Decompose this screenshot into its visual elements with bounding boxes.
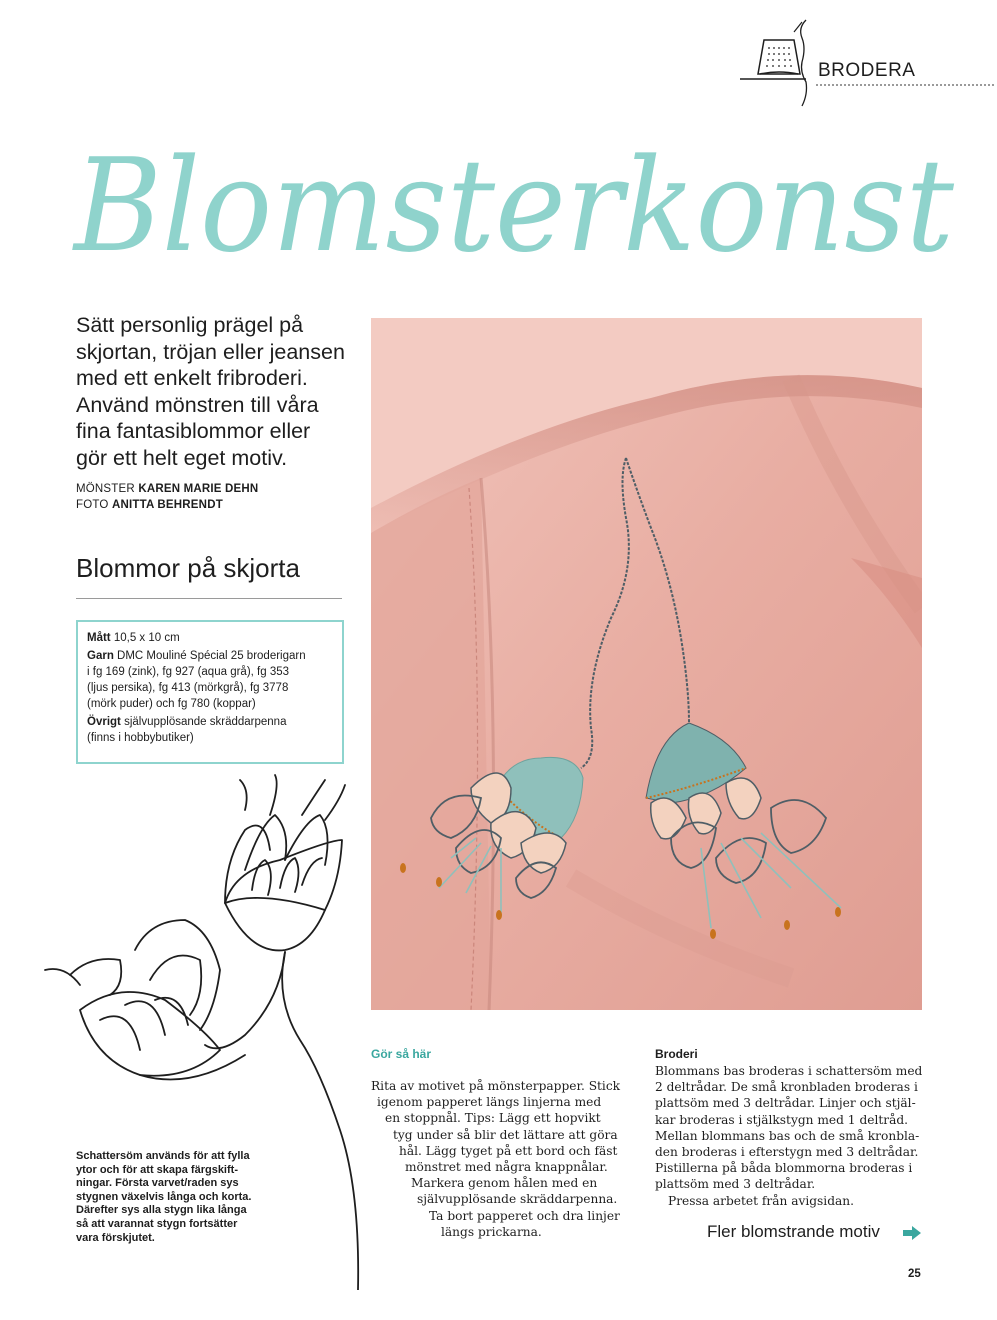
instructions-heading: Gör så här — [371, 1047, 432, 1061]
section-label: BRODERA — [818, 60, 916, 81]
subheading: Blommor på skjorta — [76, 553, 300, 583]
intro-line: Använd mönstren till våra — [76, 392, 319, 417]
intro-line: Sätt personlig prägel på — [76, 313, 304, 337]
dotted-divider — [816, 84, 994, 86]
embroidery-photo — [371, 318, 922, 1010]
intro-line: fina fantasiblommor eller — [76, 419, 311, 443]
sketch-caption: Schattersöm används för att fylla ytor och för att skapa färgskift- ningar. Första varvet/raden sys stygnen växelvis långa och korta. Därefter sys alla stygn lika långa så att varannat stygn fortsätter vara förskjutet. — [76, 1150, 252, 1244]
materials-box — [76, 620, 344, 764]
credit-pattern: MÖNSTER KAREN MARIE DEHN — [76, 483, 259, 495]
more-motifs-link[interactable]: Fler blomstrande motiv — [707, 1222, 880, 1241]
page-title — [64, 118, 964, 303]
materials-yarn: Garn DMC Mouliné Spécial 25 broderigarn i fg 169 (zink), fg 927 (aqua grå), fg 353 (ljus persika), fg 413 (mörkgrå), fg 3778 (mörk puder) och fg 780 (koppar) — [87, 650, 306, 710]
subheading-rule — [76, 598, 342, 599]
intro-line: skjortan, tröjan eller jeansen — [76, 339, 345, 364]
intro-line: gör ett helt eget motiv. — [76, 445, 288, 470]
arrow-right-icon[interactable] — [903, 1226, 921, 1240]
embroidery-text: Blommans bas broderas i schattersöm med 2 deltrådar. De små kronbladen broderas i plattsöm med 3 deltrådar. Linjer och stjäl- kar broderas i stjälkstygn med 1 deltråd. Mellan blommans bas och de små kronbla- den broderas i efterstygn med 3 deltrådar. Pistillerna på båda blommorna broderas i plattsöm med 3 deltrådar. — [655, 1064, 923, 1192]
embroidery-last-line: Pressa arbetet från avigsidan. — [668, 1194, 854, 1208]
page-title-text: Blomsterkonst — [72, 132, 955, 281]
intro-text — [76, 312, 366, 471]
page-number: 25 — [908, 1268, 921, 1280]
credit-photo: FOTO ANITTA BEHRENDT — [76, 499, 223, 511]
instructions-text: Rita av motivet på mönsterpapper. Stick igenom papperet längs linjerna med en stoppnål. Tips: Lägg ett hopvikt tyg under så blir det lättare att göra hål. Lägg tyget på ett bord och fäst mönstret med några knappnålar. Markera genom hålen med en självupplösande skräddarpenna. Ta bort papperet och dra linjer längs prickarna. — [371, 1079, 621, 1239]
embroidery-heading: Broderi — [655, 1047, 698, 1061]
materials-size: Mått 10,5 x 10 cm — [87, 632, 180, 644]
intro-line: med ett enkelt fribroderi. — [76, 366, 308, 390]
materials-other: Övrigt självupplösande skräddarpenna (finns i hobbybutiker) — [87, 716, 287, 744]
